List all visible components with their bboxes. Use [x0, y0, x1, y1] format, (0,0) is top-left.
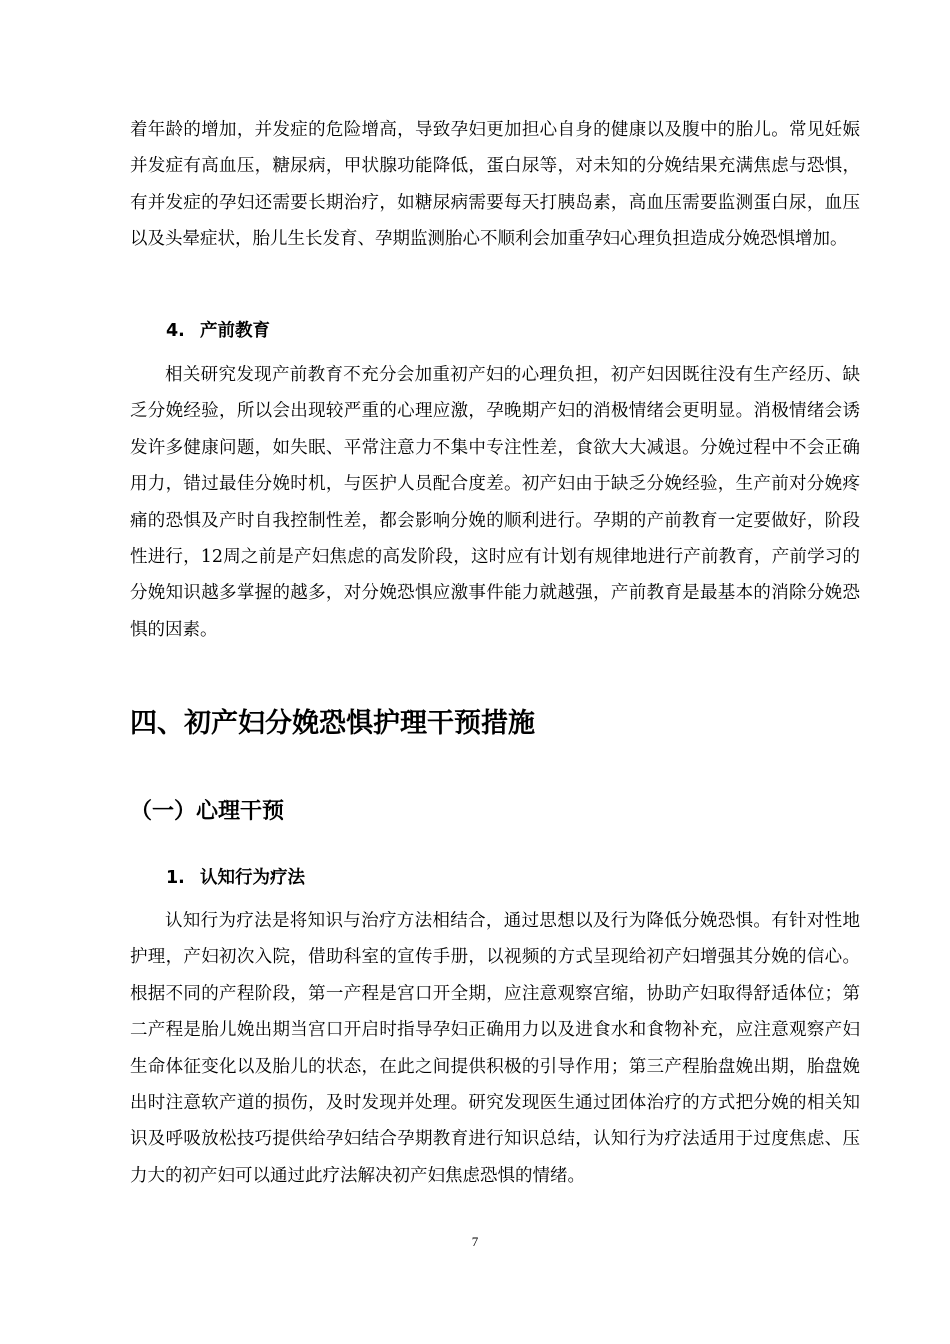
paragraph-cbt: [130, 903, 860, 1194]
heading-prenatal-education: [166, 319, 270, 343]
paragraph-complications: [130, 112, 860, 258]
paragraph-text: 认知行为疗法是将知识与治疗方法相结合，通过思想以及行为降低分娩恐惧。有针对性地护理，产妇初次入院，借助科室的宣传手册，以视频的方式呈现给初产妇增强其分娩的信心。根据不同的产程阶段，第一产程是宫口开全期，应注意观察宫缩，协助产妇取得舒适体位；第二产程是胎儿娩出期当宫口开启时指导孕妇正确用力以及进食水和食物补充，应注意观察产妇生命体征变化以及胎儿的状态，在此之间提供积极的引导作用；第三产程胎盘娩出期，胎盘娩出时注意软产道的损伤，及时发现并处理。研究发现医生通过团体治疗的方式把分娩的相关知识及呼吸放松技巧提供给孕妇结合孕期教育进行知识总结，认知行为疗法适用于过度焦虑、压力大的初产妇可以通过此疗法解决初产妇焦虑恐惧的情绪。: [130, 911, 860, 1186]
heading-text: 认知行为疗法: [200, 868, 305, 888]
heading-number: 4.: [166, 321, 185, 341]
page-number: 7: [471, 1234, 479, 1249]
heading-cbt: [166, 866, 305, 890]
paragraph-text: 着年龄的增加，并发症的危险增高，导致孕妇更加担心自身的健康以及腹中的胎儿。常见妊娠并发症有高血压，糖尿病，甲状腺功能降低，蛋白尿等，对未知的分娩结果充满焦虑与恐惧，有并发症的孕妇还需要长期治疗，如糖尿病需要每天打胰岛素，高血压需要监测蛋白尿，血压以及头晕症状，胎儿生长发育、孕期监测胎心不顺利会加重孕妇心理负担造成分娩恐惧增加。: [130, 120, 860, 250]
subsection-heading: （一）心理干预: [130, 799, 285, 824]
section-heading: 四、初产妇分娩恐惧护理干预措施: [130, 708, 535, 739]
heading-number: 1.: [166, 868, 185, 888]
heading-text: 产前教育: [200, 321, 270, 341]
paragraph-prenatal-education: [130, 357, 860, 648]
paragraph-text: 相关研究发现产前教育不充分会加重初产妇的心理负担，初产妇因既往没有生产经历、缺乏分娩经验，所以会出现较严重的心理应激，孕晚期产妇的消极情绪会更明显。消极情绪会诱发许多健康问题，如失眠、平常注意力不集中专注性差，食欲大大减退。分娩过程中不会正确用力，错过最佳分娩时机，与医护人员配合度差。初产妇由于缺乏分娩经验，生产前对分娩疼痛的恐惧及产时自我控制性差，都会影响分娩的顺利进行。孕期的产前教育一定要做好，阶段性进行，12周之前是产妇焦虑的高发阶段，这时应有计划有规律地进行产前教育，产前学习的分娩知识越多掌握的越多，对分娩恐惧应激事件能力就越强，产前教育是最基本的消除分娩恐惧的因素。: [130, 365, 860, 640]
